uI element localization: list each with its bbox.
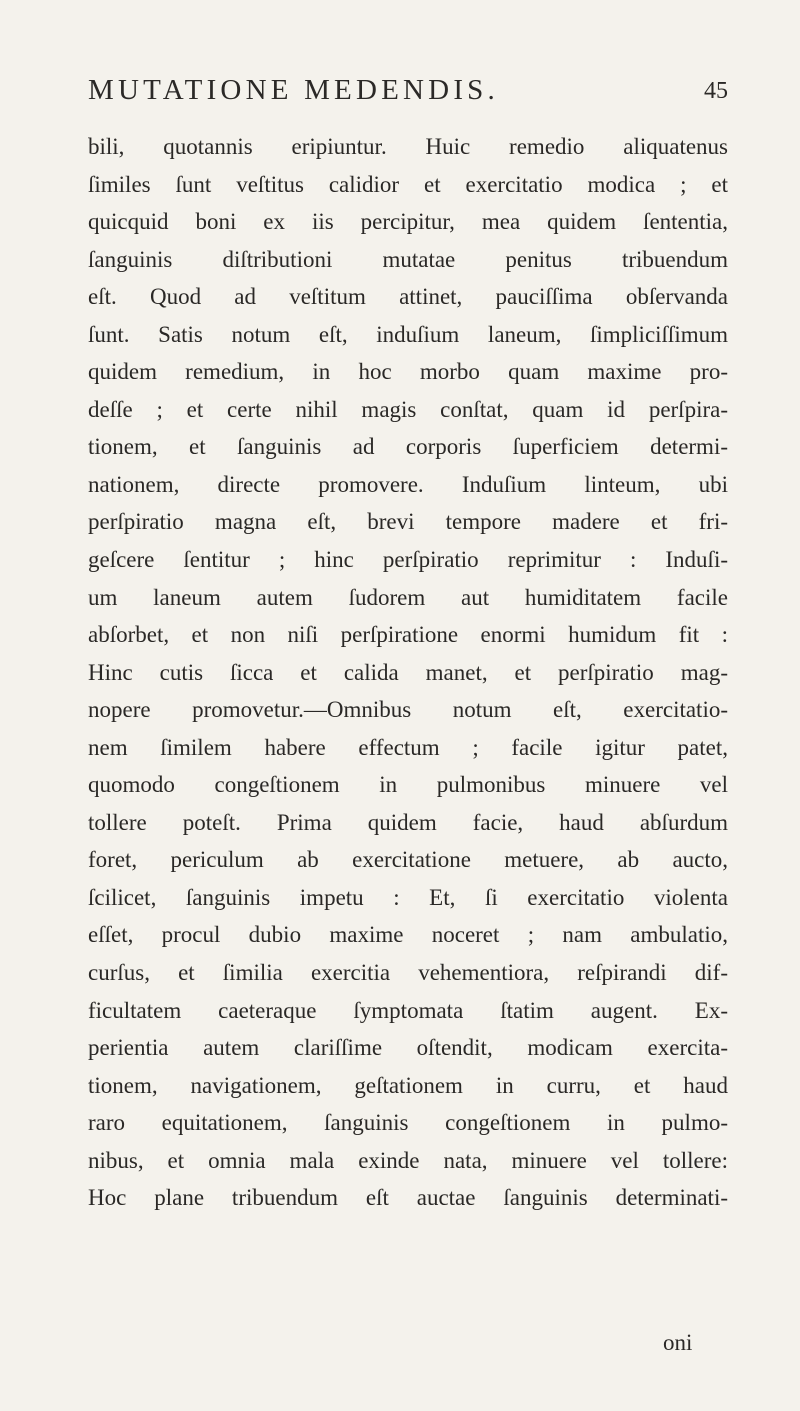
text-line: tollere poteſt. Prima quidem facie, haud abſurdum <box>88 809 728 835</box>
text-line: Hoc plane tribuendum eſt auctae ſanguinis determinati- <box>88 1185 728 1211</box>
text-line: abſorbet, et non niſi perſpiratione enormi humidum fit : <box>88 622 728 648</box>
text-line: nem ſimilem habere effectum ; facile igitur patet, <box>88 734 728 760</box>
text-line: geſcere ſentitur ; hinc perſpiratio reprimitur : Induſi- <box>88 547 728 573</box>
catchword: oni <box>663 1330 693 1355</box>
text-line: ficultatem caeteraque ſymptomata ſtatim augent. Ex- <box>88 997 728 1023</box>
text-line: raro equitationem, ſanguinis congeſtionem in pulmo- <box>88 1110 728 1136</box>
text-line: nopere promovetur.—Omnibus notum eſt, exercitatio- <box>88 697 728 723</box>
text-line: bili, quotannis eripiuntur. Huic remedio aliquatenus <box>88 134 728 159</box>
text-line: Hinc cutis ſicca et calida manet, et perſpiratio mag- <box>88 659 728 685</box>
text-line: ſimiles ſunt veſtitus calidior et exercitatio modica ; et <box>88 171 728 197</box>
body-text <box>88 128 728 1217</box>
text-line: ſanguinis diſtributioni mutatae penitus tribuendum <box>88 246 728 272</box>
text-line: ſunt. Satis notum eſt, induſium laneum, ſimpliciſſimum <box>88 321 728 347</box>
text-line: perientia autem clariſſime oſtendit, modicam exercita- <box>88 1035 728 1061</box>
text-line: nibus, et omnia mala exinde nata, minuere vel tollere: <box>88 1147 728 1173</box>
text-line: nationem, directe promovere. Induſium linteum, ubi <box>88 471 728 497</box>
text-line: foret, periculum ab exercitatione metuere, ab aucto, <box>88 847 728 873</box>
text-line: eſt. Quod ad veſtitum attinet, pauciſſima obſervanda <box>88 284 728 310</box>
text-line: um laneum autem ſudorem aut humiditatem facile <box>88 584 728 610</box>
text-line: quomodo congeſtionem in pulmonibus minuere vel <box>88 772 728 798</box>
running-head <box>88 74 728 114</box>
text-line: eſſet, procul dubio maxime noceret ; nam ambulatio, <box>88 922 728 948</box>
page-number: 45 <box>704 78 728 104</box>
text-line: perſpiratio magna eſt, brevi tempore madere et fri- <box>88 509 728 535</box>
text-line: quicquid boni ex iis percipitur, mea quidem ſententia, <box>88 209 728 235</box>
running-title: MUTATIONE MEDENDIS. <box>88 74 499 106</box>
text-line: tionem, navigationem, geſtationem in curru, et haud <box>88 1072 728 1098</box>
text-line: quidem remedium, in hoc morbo quam maxime pro- <box>88 359 728 385</box>
text-line: tionem, et ſanguinis ad corporis ſuperficiem determi- <box>88 434 728 460</box>
text-line: deſſe ; et certe nihil magis conſtat, quam id perſpira- <box>88 396 728 422</box>
text-line: curſus, et ſimilia exercitia vehementiora, reſpirandi dif- <box>88 960 728 986</box>
text-line: ſcilicet, ſanguinis impetu : Et, ſi exercitatio violenta <box>88 884 728 910</box>
